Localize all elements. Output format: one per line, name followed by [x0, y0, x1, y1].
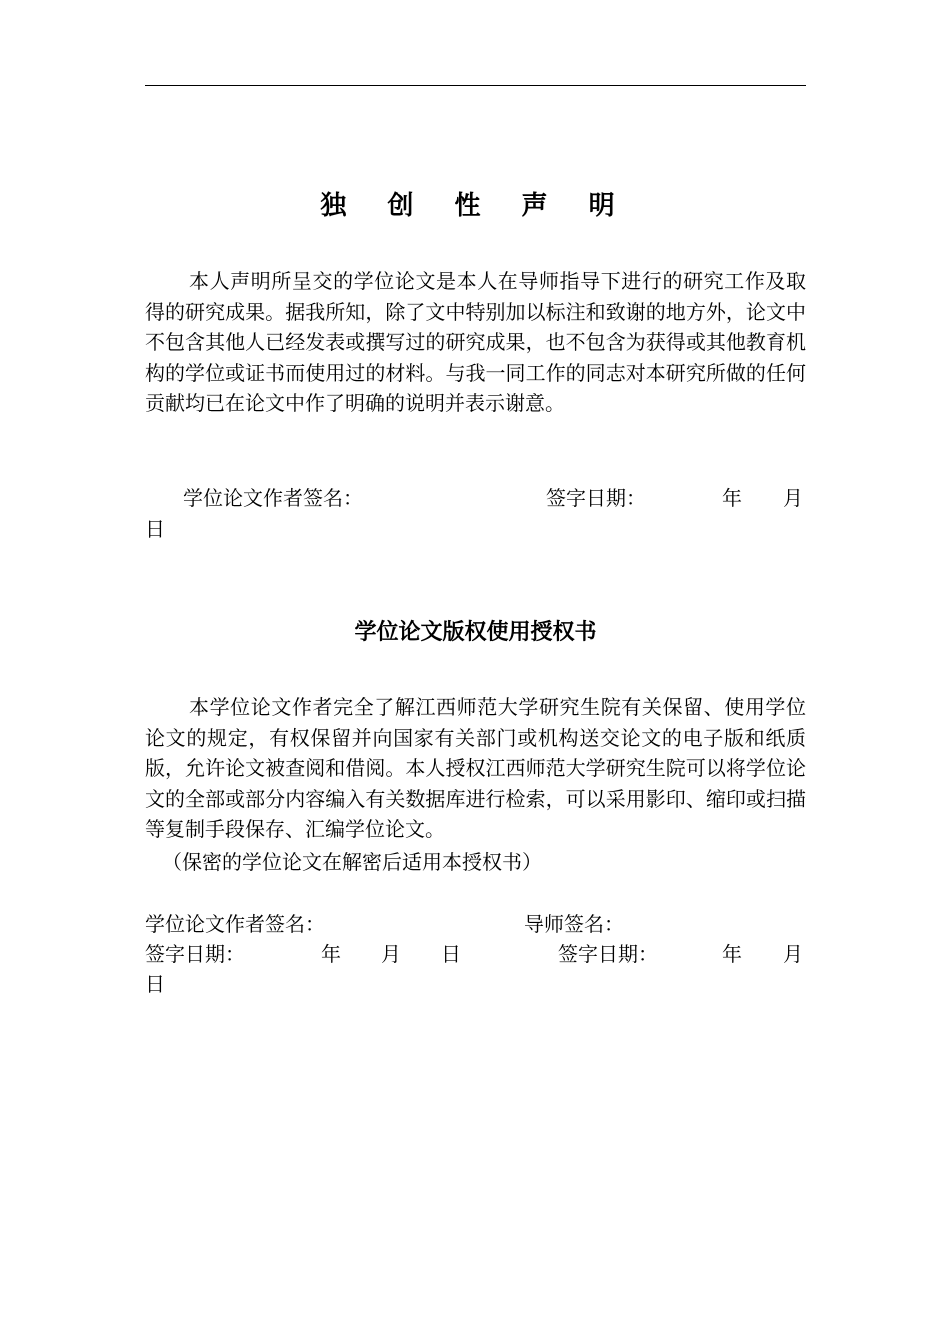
authorization-author-signature-label: 学位论文作者签名：: [145, 912, 325, 936]
authorization-confidential-note: （保密的学位论文在解密后适用本授权书）: [162, 850, 542, 874]
declaration-date-label: 签字日期：: [546, 486, 646, 510]
authorization-date-label-left: 签字日期：: [145, 942, 245, 966]
declaration-body: 本人声明所呈交的学位论文是本人在导师指导下进行的研究工作及取得的研究成果。据我所知，除了文中特别加以标注和致谢的地方外，论文中不包含其他人已经发表或撰写过的研究成果，也不包含为获得或其他教育机构的学位或证书而使用过的材料。与我一同工作的同志对本研究所做的任何贡献均已在论文中作了明确的说明并表示谢意。: [145, 269, 806, 415]
advisor-signature-label: 导师签名：: [524, 912, 624, 936]
authorization-day-label-left: 日: [441, 942, 461, 966]
declaration-day-label: 日: [145, 517, 165, 541]
declaration-month-label: 月: [783, 486, 803, 510]
header-rule: [145, 85, 806, 86]
authorization-title: 学位论文版权使用授权书: [354, 620, 597, 645]
authorization-year-label-left: 年: [321, 942, 341, 966]
authorization-day-label-right: 日: [145, 972, 165, 996]
authorization-year-label-right: 年: [722, 942, 742, 966]
declaration-author-signature-label: 学位论文作者签名：: [183, 486, 363, 510]
authorization-month-label-right: 月: [783, 942, 803, 966]
authorization-date-label-right: 签字日期：: [558, 942, 658, 966]
authorization-month-label-left: 月: [381, 942, 401, 966]
declaration-title: 独 创 性 声 明: [320, 191, 631, 221]
authorization-body: 本学位论文作者完全了解江西师范大学研究生院有关保留、使用学位论文的规定，有权保留并向国家有关部门或机构送交论文的电子版和纸质版，允许论文被查阅和借阅。本人授权江西师范大学研究生院可以将学位论文的全部或部分内容编入有关数据库进行检索，可以采用影印、缩印或扫描等复制手段保存、汇编学位论文。: [145, 695, 806, 841]
declaration-year-label: 年: [722, 486, 742, 510]
